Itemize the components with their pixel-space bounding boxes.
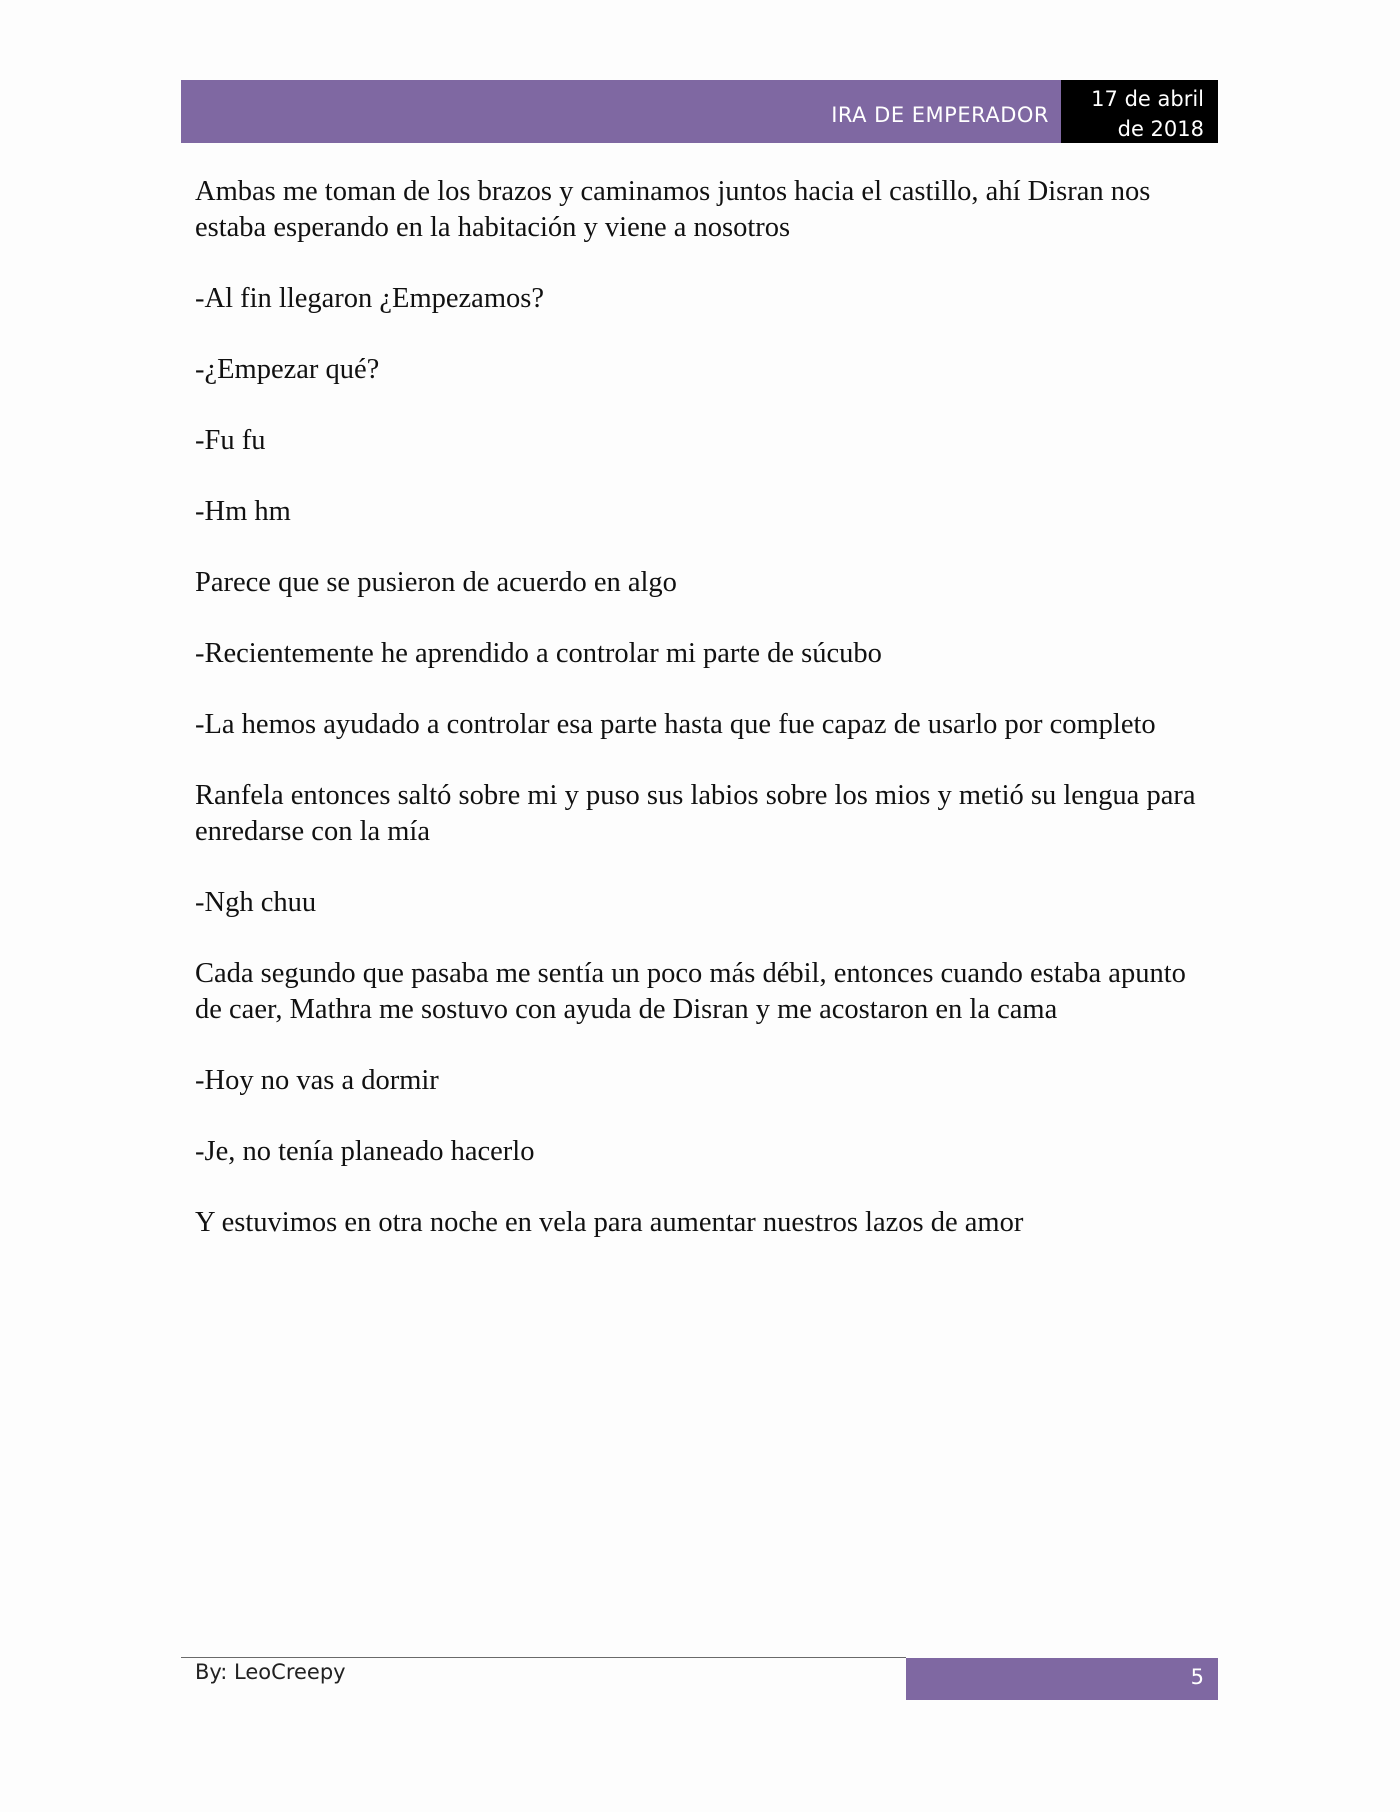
- header-bar: [181, 80, 1061, 143]
- body-text: [195, 174, 1205, 1276]
- footer-bar: [906, 1658, 1218, 1700]
- header-title: IRA DE EMPERADOR: [831, 103, 1049, 127]
- paragraph: -Al fin llegaron ¿Empezamos?: [195, 283, 544, 314]
- paragraph: -Hoy no vas a dormir: [195, 1065, 439, 1096]
- paragraph: -Je, no tenía planeado hacerlo: [195, 1136, 535, 1167]
- page-number: 5: [1190, 1665, 1204, 1689]
- footer-divider: [181, 1657, 906, 1658]
- paragraph: -Hm hm: [195, 496, 291, 527]
- paragraph: Y estuvimos en otra noche en vela para aumentar nuestros lazos de amor: [195, 1207, 1024, 1238]
- paragraph: Cada segundo que pasaba me sentía un poco más débil, entonces cuando estaba apunto de caer, Mathra me sostuvo con ayuda de Disran y me acostaron en la cama: [195, 958, 1186, 1025]
- header-date-line-1: 17 de abril: [1091, 87, 1204, 111]
- paragraph: -Fu fu: [195, 425, 266, 456]
- paragraph: Parece que se pusieron de acuerdo en algo: [195, 567, 677, 598]
- paragraph: Ranfela entonces saltó sobre mi y puso sus labios sobre los mios y metió su lengua para enredarse con la mía: [195, 780, 1196, 847]
- header-date: [1061, 80, 1218, 143]
- paragraph: -¿Empezar qué?: [195, 354, 380, 385]
- paragraph: Ambas me toman de los brazos y caminamos juntos hacia el castillo, ahí Disran nos estaba esperando en la habitación y viene a nosotros: [195, 176, 1151, 243]
- header-date-line-2: de 2018: [1117, 117, 1204, 141]
- paragraph: -La hemos ayudado a controlar esa parte hasta que fue capaz de usarlo por completo: [195, 709, 1156, 740]
- footer-author: By: LeoCreepy: [195, 1660, 346, 1684]
- paragraph: -Recientemente he aprendido a controlar mi parte de súcubo: [195, 638, 882, 669]
- paragraph: -Ngh chuu: [195, 887, 317, 918]
